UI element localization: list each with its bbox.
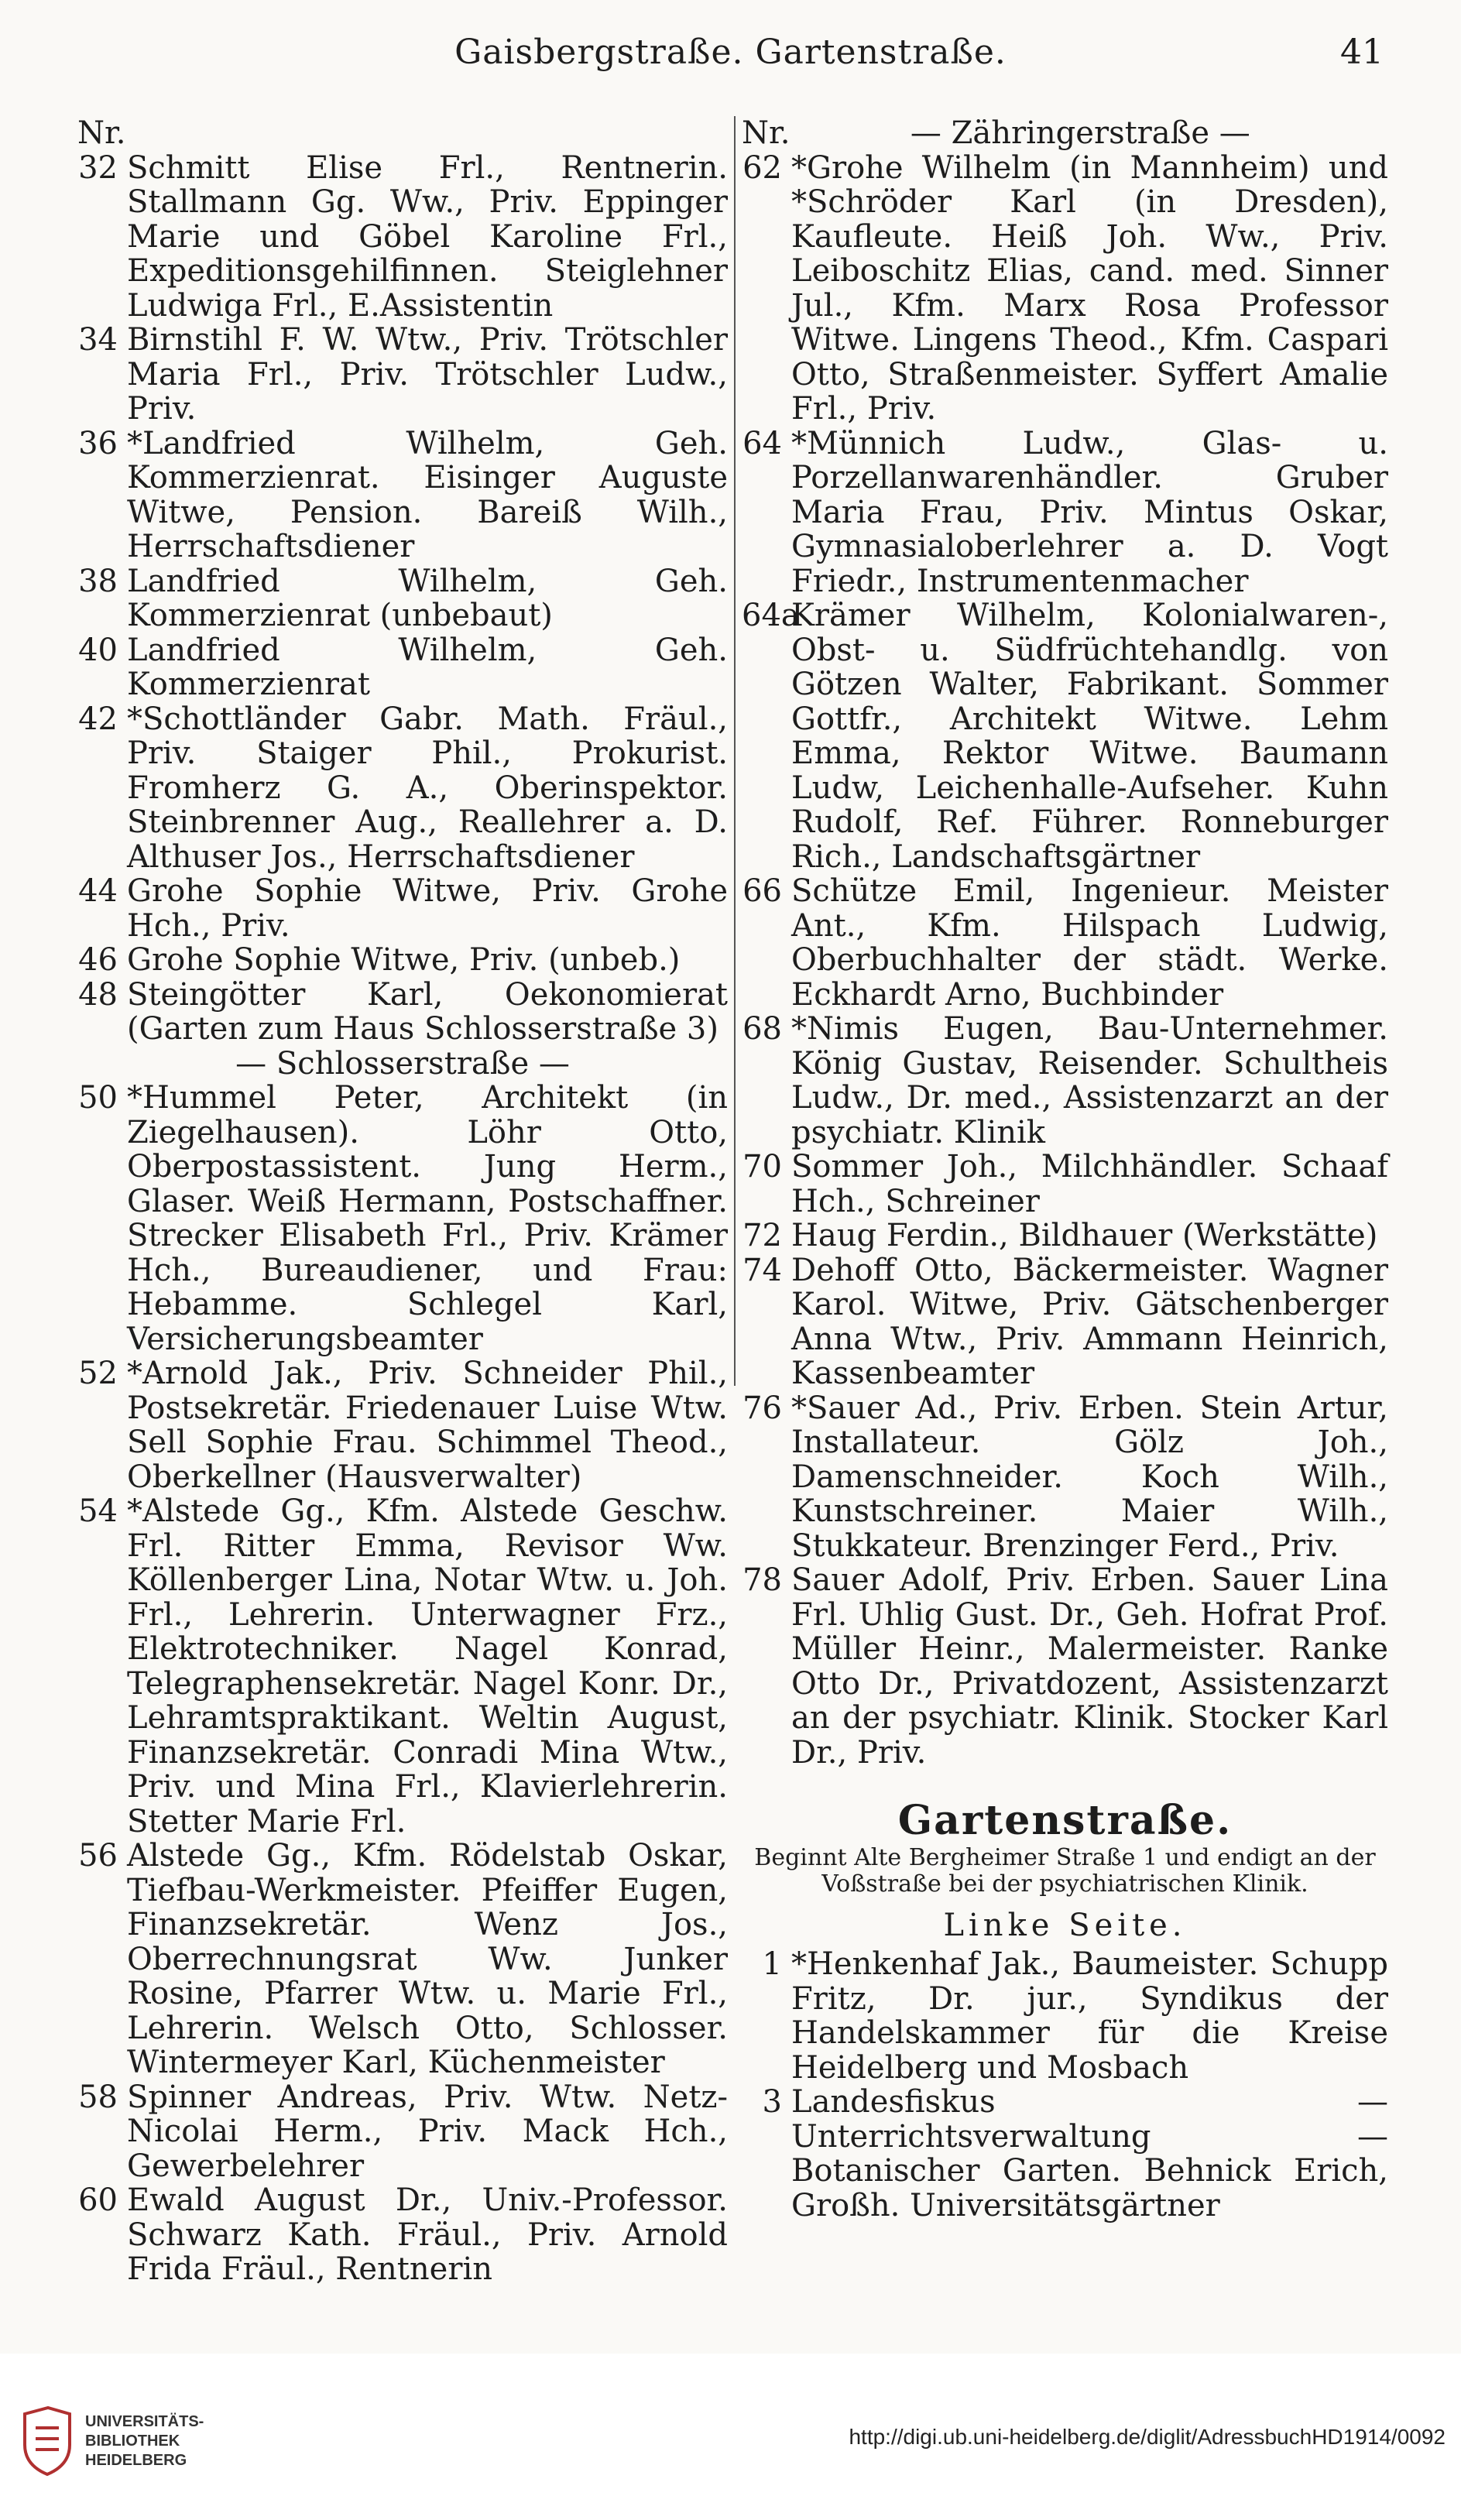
house-number: 40 xyxy=(78,632,118,668)
directory-entry xyxy=(77,702,728,875)
house-number: 76 xyxy=(743,1390,782,1426)
directory-entry xyxy=(77,2183,728,2287)
directory-entry xyxy=(742,151,1388,427)
house-number: 64 xyxy=(743,425,782,461)
directory-entry xyxy=(742,1391,1388,1564)
entry-text: *Landfried Wilhelm, Geh. Kommerzienrat. Eisinger Auguste Witwe, Pension. Bareiß Wilh., Herrschaftsdiener xyxy=(127,425,728,564)
entry-text: Alstede Gg., Kfm. Rödelstab Oskar, Tiefbau-Werkmeister. Pfeiffer Eugen, Finanzsekretär. Wenz Jos., Oberrechnungsrat Ww. Junker Rosine, Pfarrer Wtw. u. Marie Frl., Lehrerin. Welsch Otto, Schlosser. Wintermeyer Karl, Küchenmeister xyxy=(127,1838,728,2080)
entry-text: Birnstihl F. W. Wtw., Priv. Trötschler Maria Frl., Priv. Trötschler Ludw., Priv. xyxy=(127,322,728,427)
entry-text: Krämer Wilhelm, Kolonialwaren-, Obst- u. Südfrüchtehandlg. von Götzen Walter, Fabrikant. Sommer Gottfr., Architekt Witwe. Lehm Emma, Rektor Witwe. Baumann Ludw, Leichenhalle-Aufseher. Kuhn Rudolf, Ref. Führer. Ronneburger Rich., Landschaftsgärtner xyxy=(791,598,1388,875)
directory-entry xyxy=(742,1150,1388,1219)
column-divider xyxy=(734,116,736,1386)
house-number: 56 xyxy=(78,1838,118,1874)
house-number: 48 xyxy=(78,976,118,1013)
directory-entry xyxy=(742,1012,1388,1150)
left-entries xyxy=(77,151,728,2287)
entry-text: Schmitt Elise Frl., Rentnerin. Stallmann Gg. Ww., Priv. Eppinger Marie und Göbel Karoline Frl., Expeditionsgehilfinnen. Steiglehner Ludwiga Frl., E.Assistentin xyxy=(127,149,728,324)
street-marker: — Schlosserstraße — xyxy=(235,1045,570,1082)
library-name xyxy=(85,2412,204,2470)
library-line: UNIVERSITÄTS- xyxy=(85,2413,204,2430)
house-number: 42 xyxy=(78,701,118,737)
house-number: 46 xyxy=(78,942,118,978)
right-entries xyxy=(742,151,1388,1771)
house-number: 70 xyxy=(743,1149,782,1185)
house-number: 36 xyxy=(78,425,118,461)
nr-label-text: Nr. xyxy=(742,115,791,151)
entry-text: *Henkenhaf Jak., Baumeister. Schupp Fritz, Dr. jur., Syndikus der Handelskammer für die Kreise Heidelberg und Mosbach xyxy=(791,1946,1388,2086)
house-number: 66 xyxy=(743,873,782,909)
entry-text: *Schottländer Gabr. Math. Fräul., Priv. Staiger Phil., Prokurist. Fromherz G. A., Oberinspektor. Steinbrenner Aug., Reallehrer a. D. Althuser Jos., Herrschaftsdiener xyxy=(127,701,728,875)
source-url-link[interactable]: http://digi.ub.uni-heidelberg.de/diglit/AdressbuchHD1914/0092 xyxy=(849,2425,1446,2449)
house-number: 64a xyxy=(742,598,800,633)
house-number: 3 xyxy=(762,2084,782,2120)
entry-text: *Münnich Ludw., Glas- u. Porzellanwarenhändler. Gruber Maria Frau, Priv. Mintus Oskar, Gymnasialoberlehrer a. D. Vogt Friedr., Instrumentenmacher xyxy=(791,425,1388,599)
street-marker: — Zähringerstraße — xyxy=(910,115,1250,151)
directory-entry xyxy=(77,1494,728,1839)
house-number: 1 xyxy=(762,1946,782,1982)
entry-text: *Grohe Wilhelm (in Mannheim) und *Schröder Karl (in Dresden), Kaufleute. Heiß Joh. Ww., Priv. Leiboschitz Elias, cand. med. Sinner Jul., Kfm. Marx Rosa Professor Witwe. Lingens Theod., Kfm. Caspari Otto, Straßenmeister. Syffert Amalie Frl., Priv. xyxy=(791,149,1388,427)
entry-text: Landesfiskus — Unterrichtsverwaltung — Botanischer Garten. Behnick Erich, Großh. Universitätsgärtner xyxy=(791,2084,1388,2223)
entry-text: Schütze Emil, Ingenieur. Meister Ant., Kfm. Hilspach Ludwig, Oberbuchhalter der städt. Werke. Eckhardt Arno, Buchbinder xyxy=(791,873,1388,1013)
directory-entry xyxy=(77,151,728,324)
directory-entry xyxy=(77,564,728,633)
library-line: BIBLIOTHEK xyxy=(85,2433,180,2450)
directory-entry xyxy=(77,2080,728,2184)
page-header xyxy=(77,33,1384,87)
directory-entry xyxy=(77,633,728,702)
entry-text: Grohe Sophie Witwe, Priv. Grohe Hch., Priv. xyxy=(127,873,728,944)
house-number: 68 xyxy=(743,1011,782,1047)
library-line: HEIDELBERG xyxy=(85,2452,187,2469)
directory-entry xyxy=(742,427,1388,599)
viewer-footer xyxy=(0,2354,1461,2520)
entry-text: Haug Ferdin., Bildhauer (Werkstätte) xyxy=(791,1218,1378,1253)
entry-text: Ewald August Dr., Univ.-Professor. Schwarz Kath. Fräul., Priv. Arnold Frida Fräul., Rentnerin xyxy=(127,2182,728,2287)
side-label: Linke Seite. xyxy=(943,1907,1187,1943)
house-number: 38 xyxy=(78,563,118,599)
entry-text: Sommer Joh., Milchhändler. Schaaf Hch., Schreiner xyxy=(791,1149,1388,1219)
house-number: 54 xyxy=(78,1493,118,1529)
directory-entry xyxy=(742,1947,1388,2085)
directory-entry xyxy=(77,427,728,564)
entry-text: *Nimis Eugen, Bau-Unternehmer. König Gustav, Reisender. Schultheis Ludw., Dr. med., Assistenzarzt an der psychiatr. Klinik xyxy=(791,1011,1388,1150)
section-description: Beginnt Alte Bergheimer Straße 1 und endigt an der Voßstraße bei der psychiatrischen Klinik. xyxy=(754,1843,1376,1898)
house-number: 50 xyxy=(78,1080,118,1116)
right-column xyxy=(742,116,1388,2223)
entry-text: Dehoff Otto, Bäckermeister. Wagner Karol. Witwe, Priv. Gätschenberger Anna Wtw., Priv. Ammann Heinrich, Kassenbeamter xyxy=(791,1252,1388,1391)
directory-entry xyxy=(77,1356,728,1494)
house-number: 52 xyxy=(78,1356,118,1391)
left-column xyxy=(77,116,728,2287)
section-title: Gartenstraße. xyxy=(897,1797,1233,1844)
house-number: 62 xyxy=(743,149,782,186)
directory-entry xyxy=(77,323,728,427)
directory-entry xyxy=(77,874,728,943)
house-number: 58 xyxy=(78,2079,118,2115)
entry-text: Steingötter Karl, Oekonomierat (Garten zum Haus Schlosserstraße 3) xyxy=(127,976,728,1047)
nr-label: Nr. xyxy=(77,115,126,151)
house-number: 34 xyxy=(78,322,118,358)
directory-entry xyxy=(742,2085,1388,2223)
entry-text: Landfried Wilhelm, Geh. Kommerzienrat (unbebaut) xyxy=(127,563,728,633)
house-number: 44 xyxy=(78,873,118,909)
directory-entry xyxy=(77,1081,728,1356)
house-number: 78 xyxy=(743,1562,782,1598)
directory-entry xyxy=(742,1253,1388,1391)
entry-text: Spinner Andreas, Priv. Wtw. Netz-Nicolai Herm., Priv. Mack Hch., Gewerbelehrer xyxy=(127,2079,728,2184)
page-number: 41 xyxy=(1340,33,1384,72)
entry-text: *Sauer Ad., Priv. Erben. Stein Artur, Installateur. Gölz Joh., Damenschneider. Koch Wilh., Kunstschreiner. Maier Wilh., Stukkateur. Brenzinger Ferd., Priv. xyxy=(791,1390,1388,1564)
directory-entry xyxy=(742,1219,1388,1253)
nr-label xyxy=(742,116,1388,151)
entry-text: Sauer Adolf, Priv. Erben. Sauer Lina Frl. Uhlig Gust. Dr., Geh. Hofrat Prof. Müller Heinr., Malermeister. Ranke Otto Dr., Privatdozent, Assistenzarzt an der psychiatr. Klinik. Stocker Karl Dr., Priv. xyxy=(791,1562,1388,1771)
house-number: 32 xyxy=(78,149,118,186)
house-number: 72 xyxy=(743,1218,782,1253)
entry-text: Landfried Wilhelm, Geh. Kommerzienrat xyxy=(127,632,728,702)
house-number: 74 xyxy=(743,1252,782,1288)
entry-text: Grohe Sophie Witwe, Priv. (unbeb.) xyxy=(127,942,681,978)
directory-entry xyxy=(742,598,1388,874)
page-title: Gaisbergstraße. Gartenstraße. xyxy=(454,33,1007,72)
directory-entry xyxy=(77,978,728,1047)
university-seal-icon xyxy=(17,2406,77,2476)
entry-text: *Alstede Gg., Kfm. Alstede Geschw. Frl. Ritter Emma, Revisor Ww. Köllenberger Lina, Notar Wtw. u. Joh. Frl., Lehrerin. Unterwagner Frz., Elektrotechniker. Nagel Konrad, Telegraphensekretär. Nagel Konr. Dr., Lehramtspraktikant. Weltin August, Finanzsekretär. Conradi Mina Wtw., Priv. und Mina Frl., Klavierlehrerin. Stetter Marie Frl. xyxy=(127,1493,728,1839)
house-number: 60 xyxy=(78,2182,118,2218)
directory-entry xyxy=(77,943,728,978)
section-entries xyxy=(742,1947,1388,2223)
directory-entry xyxy=(742,1563,1388,1770)
entry-text: *Hummel Peter, Architekt (in Ziegelhausen). Löhr Otto, Oberpostassistent. Jung Herm., Glaser. Weiß Hermann, Postschaffner. Strecker Elisabeth Frl., Priv. Krämer Hch., Bureaudiener, und Frau: Hebamme. Schlegel Karl, Versicherungsbeamter xyxy=(127,1080,728,1357)
entry-text: *Arnold Jak., Priv. Schneider Phil., Postsekretär. Friedenauer Luise Wtw. Sell Sophie Frau. Schimmel Theod., Oberkellner (Hausverwalter) xyxy=(127,1356,728,1495)
directory-entry xyxy=(77,1839,728,2080)
directory-entry xyxy=(742,874,1388,1012)
